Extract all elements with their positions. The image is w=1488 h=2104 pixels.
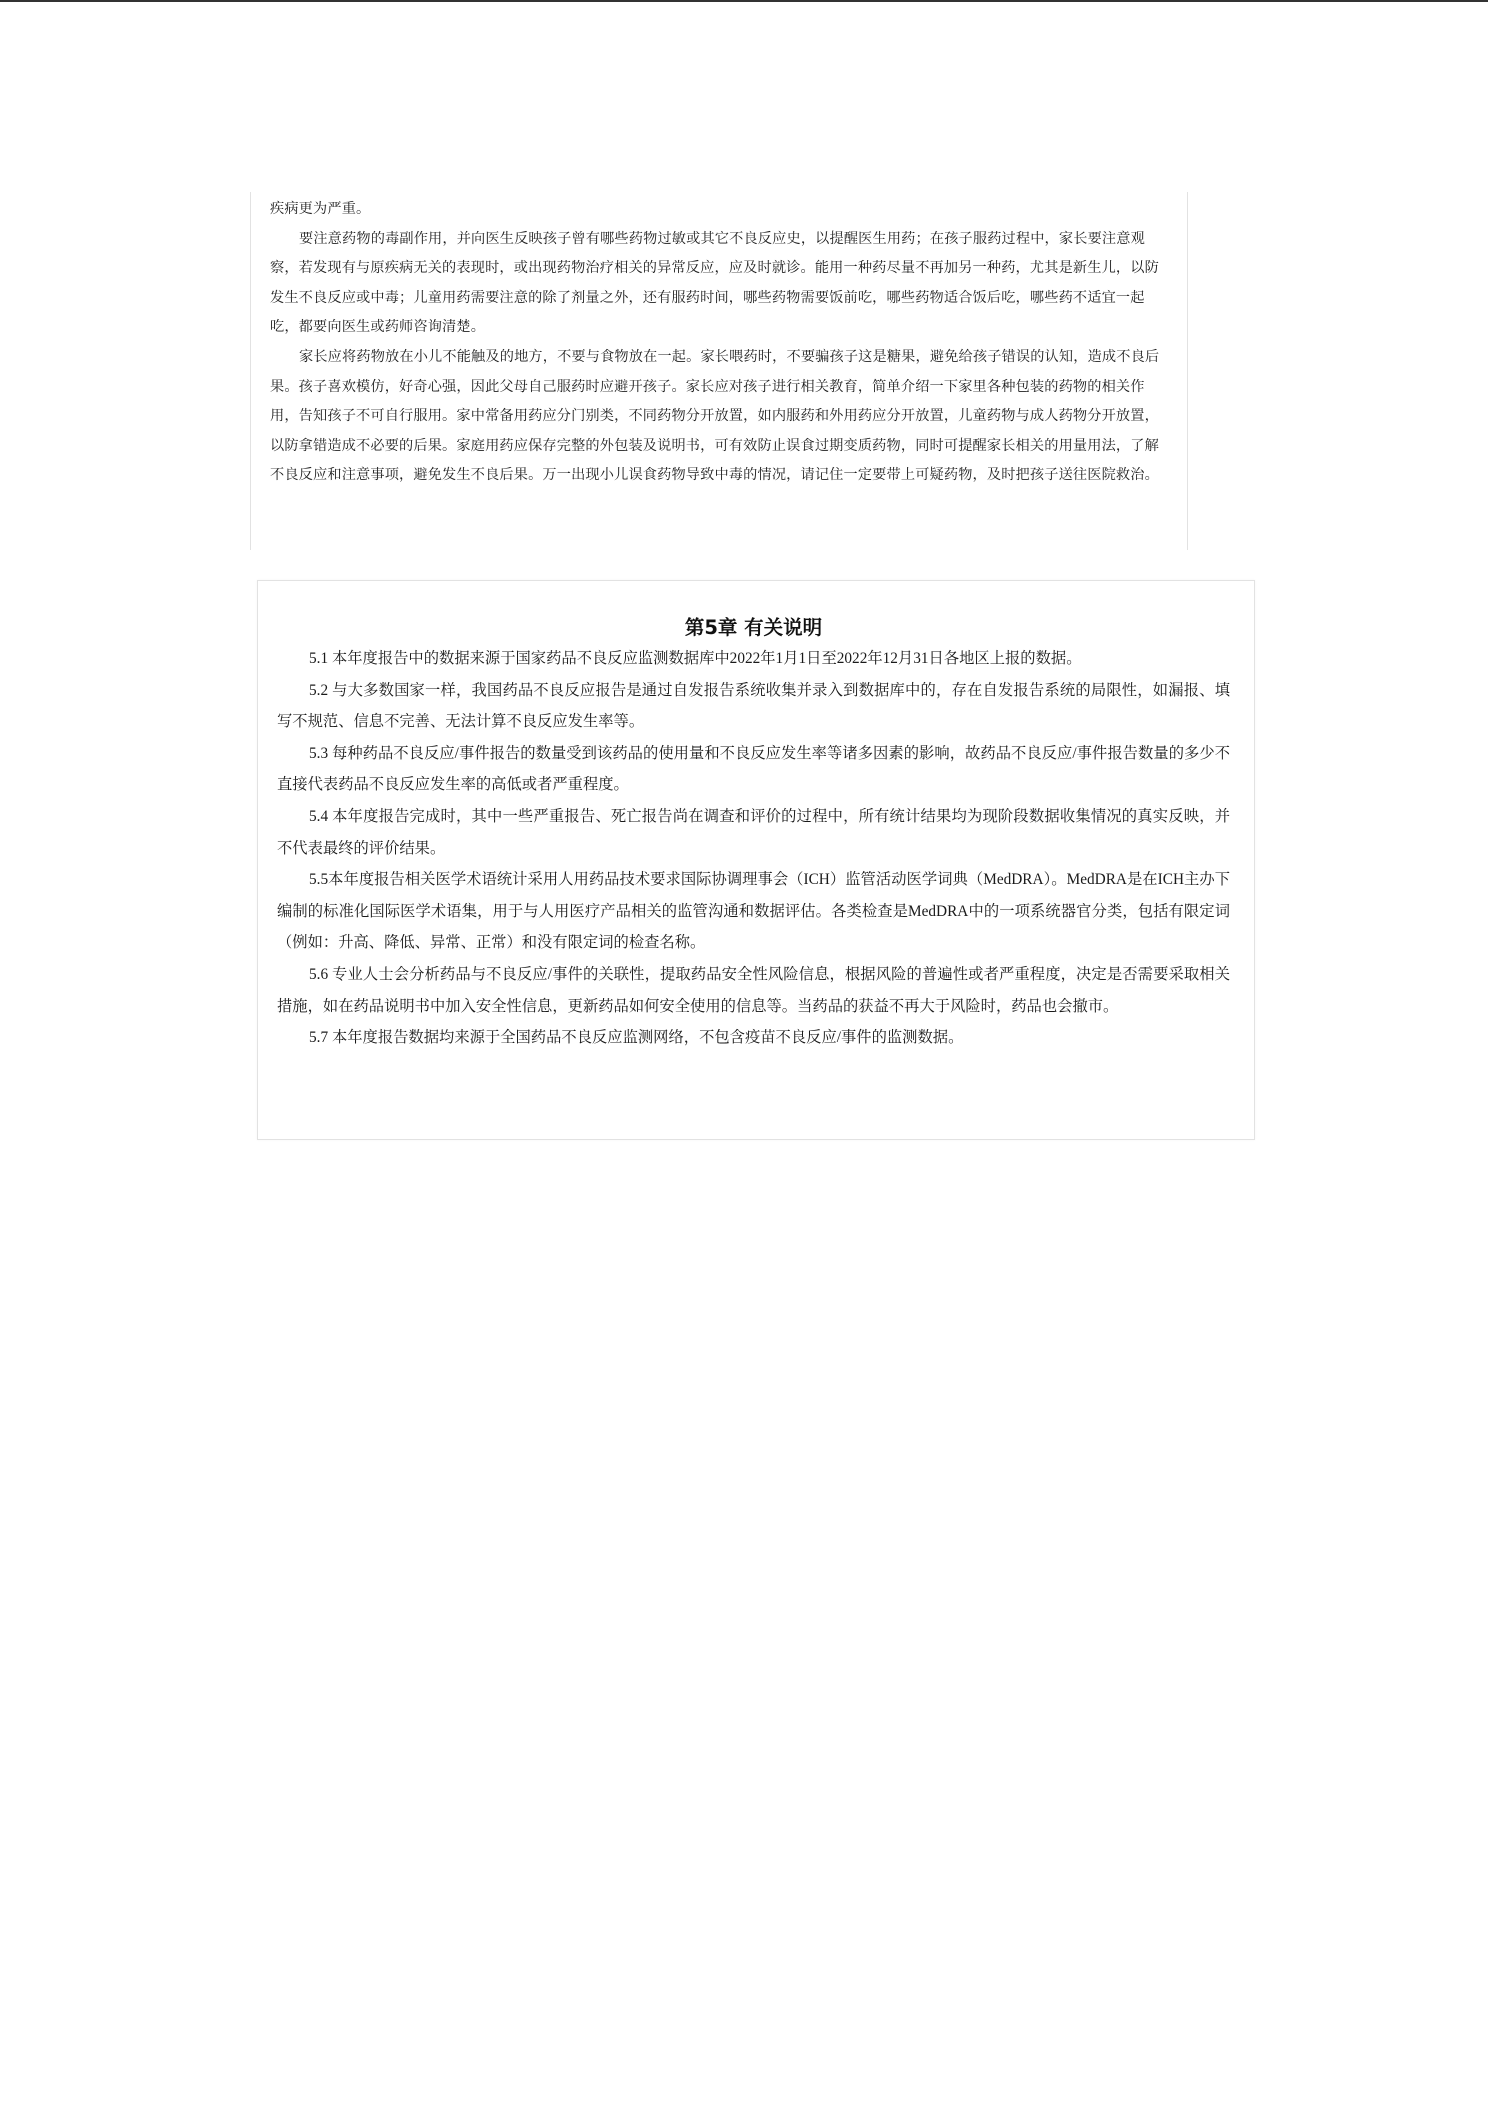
chapter-title: 第5章 有关说明 <box>684 616 823 639</box>
paragraph-drug-storage: 家长应将药物放在小儿不能触及的地方，不要与食物放在一起。家长喂药时，不要骗孩子这是糖果，避免给孩子错误的认知，造成不良后果。孩子喜欢模仿，好奇心强，因此父母自己服药时应避开孩子。家长应对孩子进行相关教育，简单介绍一下家里各种包装的药物的相关作用，告知孩子不可自行服用。家中常备用药应分门别类，不同药物分开放置，如内服药和外用药应分开放置，儿童药物与成人药物分开放置，以防拿错造成不必要的后果。家庭用药应保存完整的外包装及说明书，可有效防止误食过期变质药物，同时可提醒家长相关的用量用法，了解不良反应和注意事项，避免发生不良后果。万一出现小儿误食药物导致中毒的情况，请记住一定要带上可疑药物，及时把孩子送往医院救治。 <box>270 348 1160 484</box>
note-5-1: 5.1 本年度报告中的数据来源于国家药品不良反应监测数据库中2022年1月1日至2022年12月31日各地区上报的数据。 <box>309 650 1082 667</box>
note-5-4: 5.4 本年度报告完成时，其中一些严重报告、死亡报告尚在调查和评价的过程中，所有统计结果均为现阶段数据收集情况的真实反映，并不代表最终的评价结果。 <box>277 807 1230 857</box>
previous-section-panel <box>250 192 1188 550</box>
chapter5-panel <box>257 580 1255 1140</box>
note-5-2: 5.2 与大多数国家一样，我国药品不良反应报告是通过自发报告系统收集并录入到数据库中的，存在自发报告系统的局限性，如漏报、填写不规范、信息不完善、无法计算不良反应发生率等。 <box>277 681 1230 731</box>
paragraph-drug-side-effects: 要注意药物的毒副作用，并向医生反映孩子曾有哪些药物过敏或其它不良反应史，以提醒医生用药；在孩子服药过程中，家长要注意观察，若发现有与原疾病无关的表现时，或出现药物治疗相关的异常反应，应及时就诊。能用一种药尽量不再加另一种药，尤其是新生儿，以防发生不良反应或中毒；儿童用药需要注意的除了剂量之外，还有服药时间，哪些药物需要饭前吃，哪些药物适合饭后吃，哪些药不适宜一起吃，都要向医生或药师咨询清楚。 <box>270 230 1159 336</box>
note-5-3: 5.3 每种药品不良反应/事件报告的数量受到该药品的使用量和不良反应发生率等诸多因素的影响，故药品不良反应/事件报告数量的多少不直接代表药品不良反应发生率的高低或者严重程度。 <box>277 744 1230 794</box>
paragraph-continuation: 疾病更为严重。 <box>270 201 371 217</box>
note-5-7: 5.7 本年度报告数据均来源于全国药品不良反应监测网络，不包含疫苗不良反应/事件的监测数据。 <box>309 1029 964 1047</box>
note-5-6: 5.6 专业人士会分析药品与不良反应/事件的关联性，提取药品安全性风险信息，根据风险的普遍性或者严重程度，决定是否需要采取相关措施，如在药品说明书中加入安全性信息，更新药品如何安全使用的信息等。当药品的获益不再大于风险时，药品也会撤市。 <box>277 965 1230 1015</box>
top-border-line <box>0 0 1488 2</box>
note-5-5: 5.5本年度报告相关医学术语统计采用人用药品技术要求国际协调理事会（ICH）监管活动医学词典（MedDRA）。MedDRA是在ICH主办下编制的标准化国际医学术语集，用于与人用医疗产品相关的监管沟通和数据评估。各类检查是MedDRA中的一项系统器官分类，包括有限定词（例如：升高、降低、异常、正常）和没有限定词的检查名称。 <box>277 871 1230 952</box>
